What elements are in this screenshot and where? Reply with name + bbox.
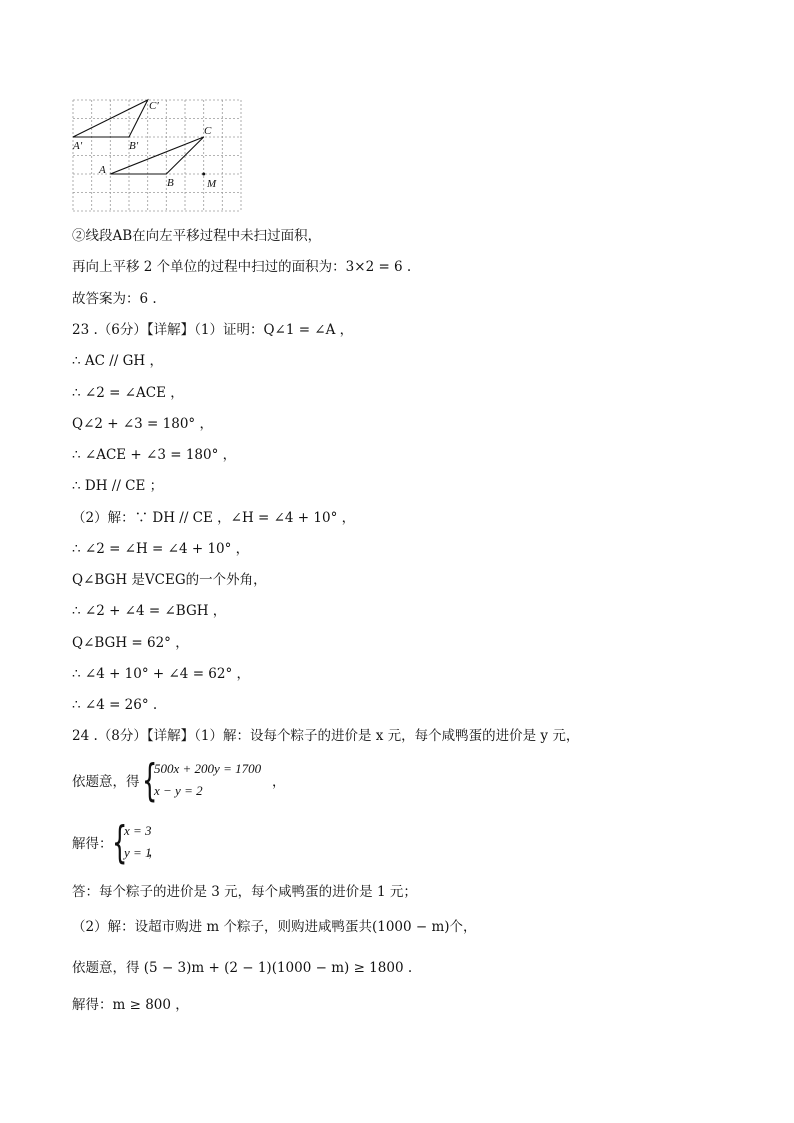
text-line: ∴ AC // GH ， xyxy=(72,353,163,369)
text-line: ∴ ∠2 = ∠ACE ， xyxy=(72,385,184,401)
solution-prefix: 解得： xyxy=(72,836,113,852)
label-m: M xyxy=(207,178,217,190)
text-line: （2）解：∵ DH // CE ，∠H = ∠4 + 10° ， xyxy=(72,510,356,526)
text-line: 解得：m ≥ 800 ， xyxy=(72,997,189,1013)
text-line: ∴ ∠4 = 26° . xyxy=(72,697,158,713)
text-line: ∴ ∠4 + 10° + ∠4 = 62° ， xyxy=(72,666,251,682)
text-line: ∴ ∠2 = ∠H = ∠4 + 10° ， xyxy=(72,541,250,557)
text-line: ∴ ∠ACE + ∠3 = 180° ， xyxy=(72,447,237,463)
solution-row: y = 1 xyxy=(124,845,152,860)
question-24-header: 24 .（8分）【详解】（1）解：设每个粽子的进价是 x 元，每个咸鸭蛋的进价是 y 元， xyxy=(72,728,580,744)
label-c-prime: C′ xyxy=(149,100,159,112)
equation-prefix: 依题意，得 xyxy=(72,774,140,790)
text-line: Q∠BGH = 62° ， xyxy=(72,635,189,651)
text-line: ∴ DH // CE ； xyxy=(72,478,164,494)
translation-figure xyxy=(70,97,245,215)
text-line: ∴ ∠2 + ∠4 = ∠BGH ， xyxy=(72,603,227,619)
solution-suffix: ， xyxy=(148,844,162,860)
equation-row: x − y = 2 xyxy=(154,783,203,798)
question-23-header: 23 .（6分）【详解】（1）证明：Q∠1 = ∠A ， xyxy=(72,322,354,338)
equation-suffix: ， xyxy=(272,774,286,790)
text-line: ②线段AB在向左平移过程中未扫过面积， xyxy=(72,228,322,244)
text-line: 故答案为：6 . xyxy=(72,291,157,307)
left-brace: { xyxy=(142,755,158,806)
label-b: B xyxy=(167,177,174,189)
point-m xyxy=(202,173,205,176)
text-line: Q∠2 + ∠3 = 180° ， xyxy=(72,416,213,432)
label-c: C xyxy=(204,125,212,137)
equation-row: 500x + 200y = 1700 xyxy=(154,761,262,776)
left-brace: { xyxy=(112,817,128,868)
label-b-prime: B′ xyxy=(129,140,139,152)
text-line: 再向上平移 2 个单位的过程中扫过的面积为：3×2 = 6 . xyxy=(72,259,412,275)
label-a: A xyxy=(99,164,106,176)
grid-diagram xyxy=(70,97,245,215)
text-line: （2）解：设超市购进 m 个粽子，则购进咸鸭蛋共(1000 − m)个， xyxy=(72,919,477,935)
text-line: 答：每个粽子的进价是 3 元，每个咸鸭蛋的进价是 1 元； xyxy=(72,884,417,900)
label-a-prime: A′ xyxy=(73,140,83,152)
text-line: 依题意，得 (5 − 3)m + (2 − 1)(1000 − m) ≥ 1800 . xyxy=(72,960,413,976)
text-line: Q∠BGH 是VCEG的一个外角， xyxy=(72,572,267,588)
solution-row: x = 3 xyxy=(124,823,152,838)
